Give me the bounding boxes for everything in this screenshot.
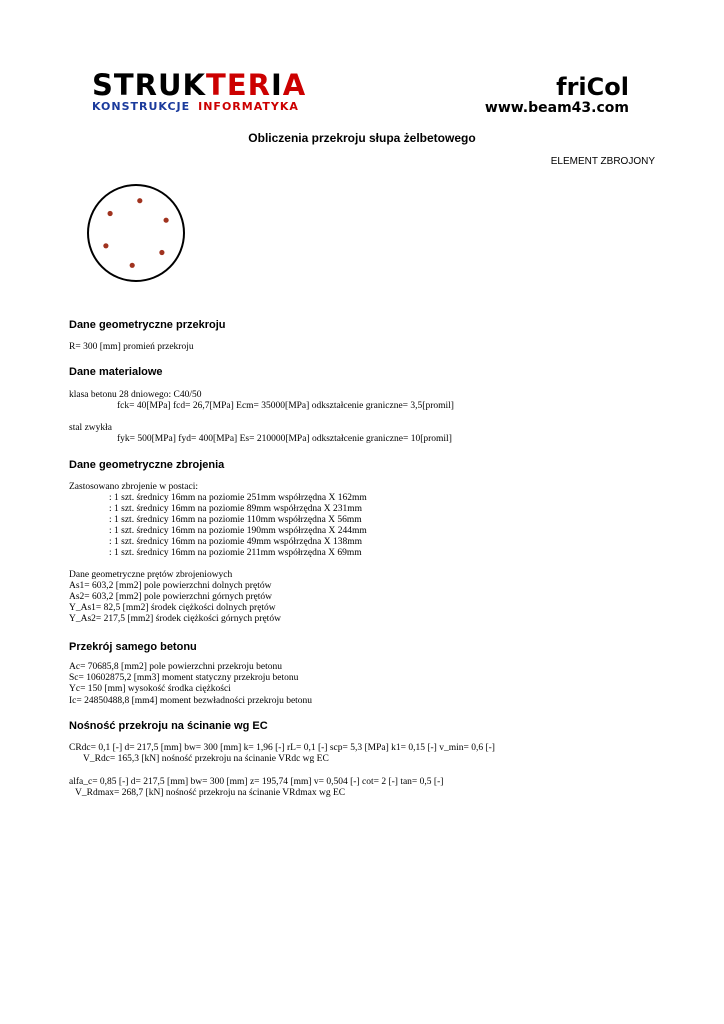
section-outline bbox=[88, 185, 184, 281]
rebar-geometry-title: Dane geometryczne prętów zbrojeniowych bbox=[69, 570, 233, 580]
alfa-line: alfa_c= 0,85 [-] d= 217,5 [mm] bw= 300 [mm] z= 195,74 [mm] v= 0,504 [-] cot= 2 [-] tan= 0,5 [-] bbox=[69, 777, 444, 787]
vrdmax-line: V_Rdmax= 268,7 [kN] nośność przekroju na ścinanie VRdmax wg EC bbox=[75, 788, 346, 798]
concrete-properties-line: fck= 40[MPa] fcd= 26,7[MPa] Ecm= 35000[MPa] odkształcenie graniczne= 3,5[promil] bbox=[117, 401, 454, 411]
y-as2-line: Y_As2= 217,5 [mm2] środek ciężkości górnych prętów bbox=[69, 614, 281, 624]
rebar-list-item: : 1 szt. średnicy 16mm na poziomie 211mm współrzędna X 69mm bbox=[109, 548, 362, 558]
rebar-list-item: : 1 szt. średnicy 16mm na poziomie 110mm współrzędna X 56mm bbox=[109, 515, 362, 525]
steel-properties-line: fyk= 500[MPa] fyd= 400[MPa] Es= 210000[MPa] odkształcenie graniczne= 10[promil] bbox=[117, 434, 452, 444]
rebar-dot bbox=[103, 243, 108, 248]
rebar-list-item: : 1 szt. średnicy 16mm na poziomie 190mm współrzędna X 244mm bbox=[109, 526, 367, 536]
logo-title-part: TER bbox=[206, 68, 271, 102]
rebar-dot bbox=[164, 218, 169, 223]
strukteria-logo-title bbox=[92, 70, 306, 100]
vrdc-line: V_Rdc= 165,3 [kN] nośność przekroju na ścinanie VRdc wg EC bbox=[83, 754, 329, 764]
ac-line: Ac= 70685,8 [mm2] pole powierzchni przekroju betonu bbox=[69, 662, 282, 672]
fricol-logo bbox=[485, 74, 629, 116]
cross-section-sketch bbox=[85, 182, 187, 284]
section-heading-concrete: Przekrój samego betonu bbox=[69, 641, 197, 653]
section-heading-materials: Dane materialowe bbox=[69, 366, 163, 378]
ic-line: Ic= 24850488,8 [mm4] moment bezwładności przekroju betonu bbox=[69, 696, 313, 706]
rebar-dot bbox=[137, 198, 142, 203]
yc-line: Yc= 150 [mm] wysokość środka ciężkości bbox=[69, 684, 231, 694]
rebar-list-item: : 1 szt. średnicy 16mm na poziomie 49mm współrzędna X 138mm bbox=[109, 537, 363, 547]
rebar-dot bbox=[130, 263, 135, 268]
as1-line: As1= 603,2 [mm2] pole powierzchni dolnych prętów bbox=[69, 581, 272, 591]
section-heading-geometry: Dane geometryczne przekroju bbox=[69, 319, 226, 331]
sc-line: Sc= 10602875,2 [mm3] moment statyczny przekroju betonu bbox=[69, 673, 299, 683]
element-type-label: ELEMENT ZBROJONY bbox=[550, 156, 655, 167]
rebar-list-item: : 1 szt. średnicy 16mm na poziomie 251mm współrzędna X 162mm bbox=[109, 493, 367, 503]
concrete-class-line: klasa betonu 28 dniowego: C40/50 bbox=[69, 390, 202, 400]
fricol-logo-url: www.beam43.com bbox=[484, 100, 629, 116]
rebar-dot bbox=[108, 211, 113, 216]
fricol-logo-title: friCol bbox=[556, 73, 629, 101]
logo-title-part: STRUK bbox=[92, 68, 207, 102]
section-heading-shear: Nośność przekroju na ścinanie wg EC bbox=[69, 720, 268, 732]
y-as1-line: Y_As1= 82,5 [mm2] środek ciężkości dolnych prętów bbox=[69, 603, 276, 613]
as2-line: As2= 603,2 [mm2] pole powierzchni górnych prętów bbox=[69, 592, 272, 602]
radius-line: R= 300 [mm] promień przekroju bbox=[69, 342, 194, 352]
logo-title-part: A bbox=[282, 68, 307, 102]
reinforcement-intro: Zastosowano zbrojenie w postaci: bbox=[69, 482, 199, 492]
rebar-dot bbox=[159, 250, 164, 255]
logo-sub-part: INFORMATYKA bbox=[198, 100, 299, 113]
strukteria-logo bbox=[92, 70, 306, 113]
rebar-list-item: : 1 szt. średnicy 16mm na poziomie 89mm współrzędna X 231mm bbox=[109, 504, 363, 514]
rebar-group bbox=[103, 198, 168, 268]
document-title: Obliczenia przekroju słupa żelbetowego bbox=[248, 131, 476, 145]
section-heading-reinforcement: Dane geometryczne zbrojenia bbox=[69, 459, 225, 471]
logo-title-part: I bbox=[270, 68, 283, 102]
crdc-line: CRdc= 0,1 [-] d= 217,5 [mm] bw= 300 [mm] k= 1,96 [-] rL= 0,1 [-] scp= 5,3 [MPa] k1= 0,15 [-] v_min= 0,6 [-] bbox=[69, 743, 495, 753]
strukteria-logo-subtitle bbox=[92, 100, 306, 113]
logo-sub-part: KONSTRUKCJE bbox=[92, 100, 191, 113]
steel-label-line: stal zwykła bbox=[69, 423, 113, 433]
